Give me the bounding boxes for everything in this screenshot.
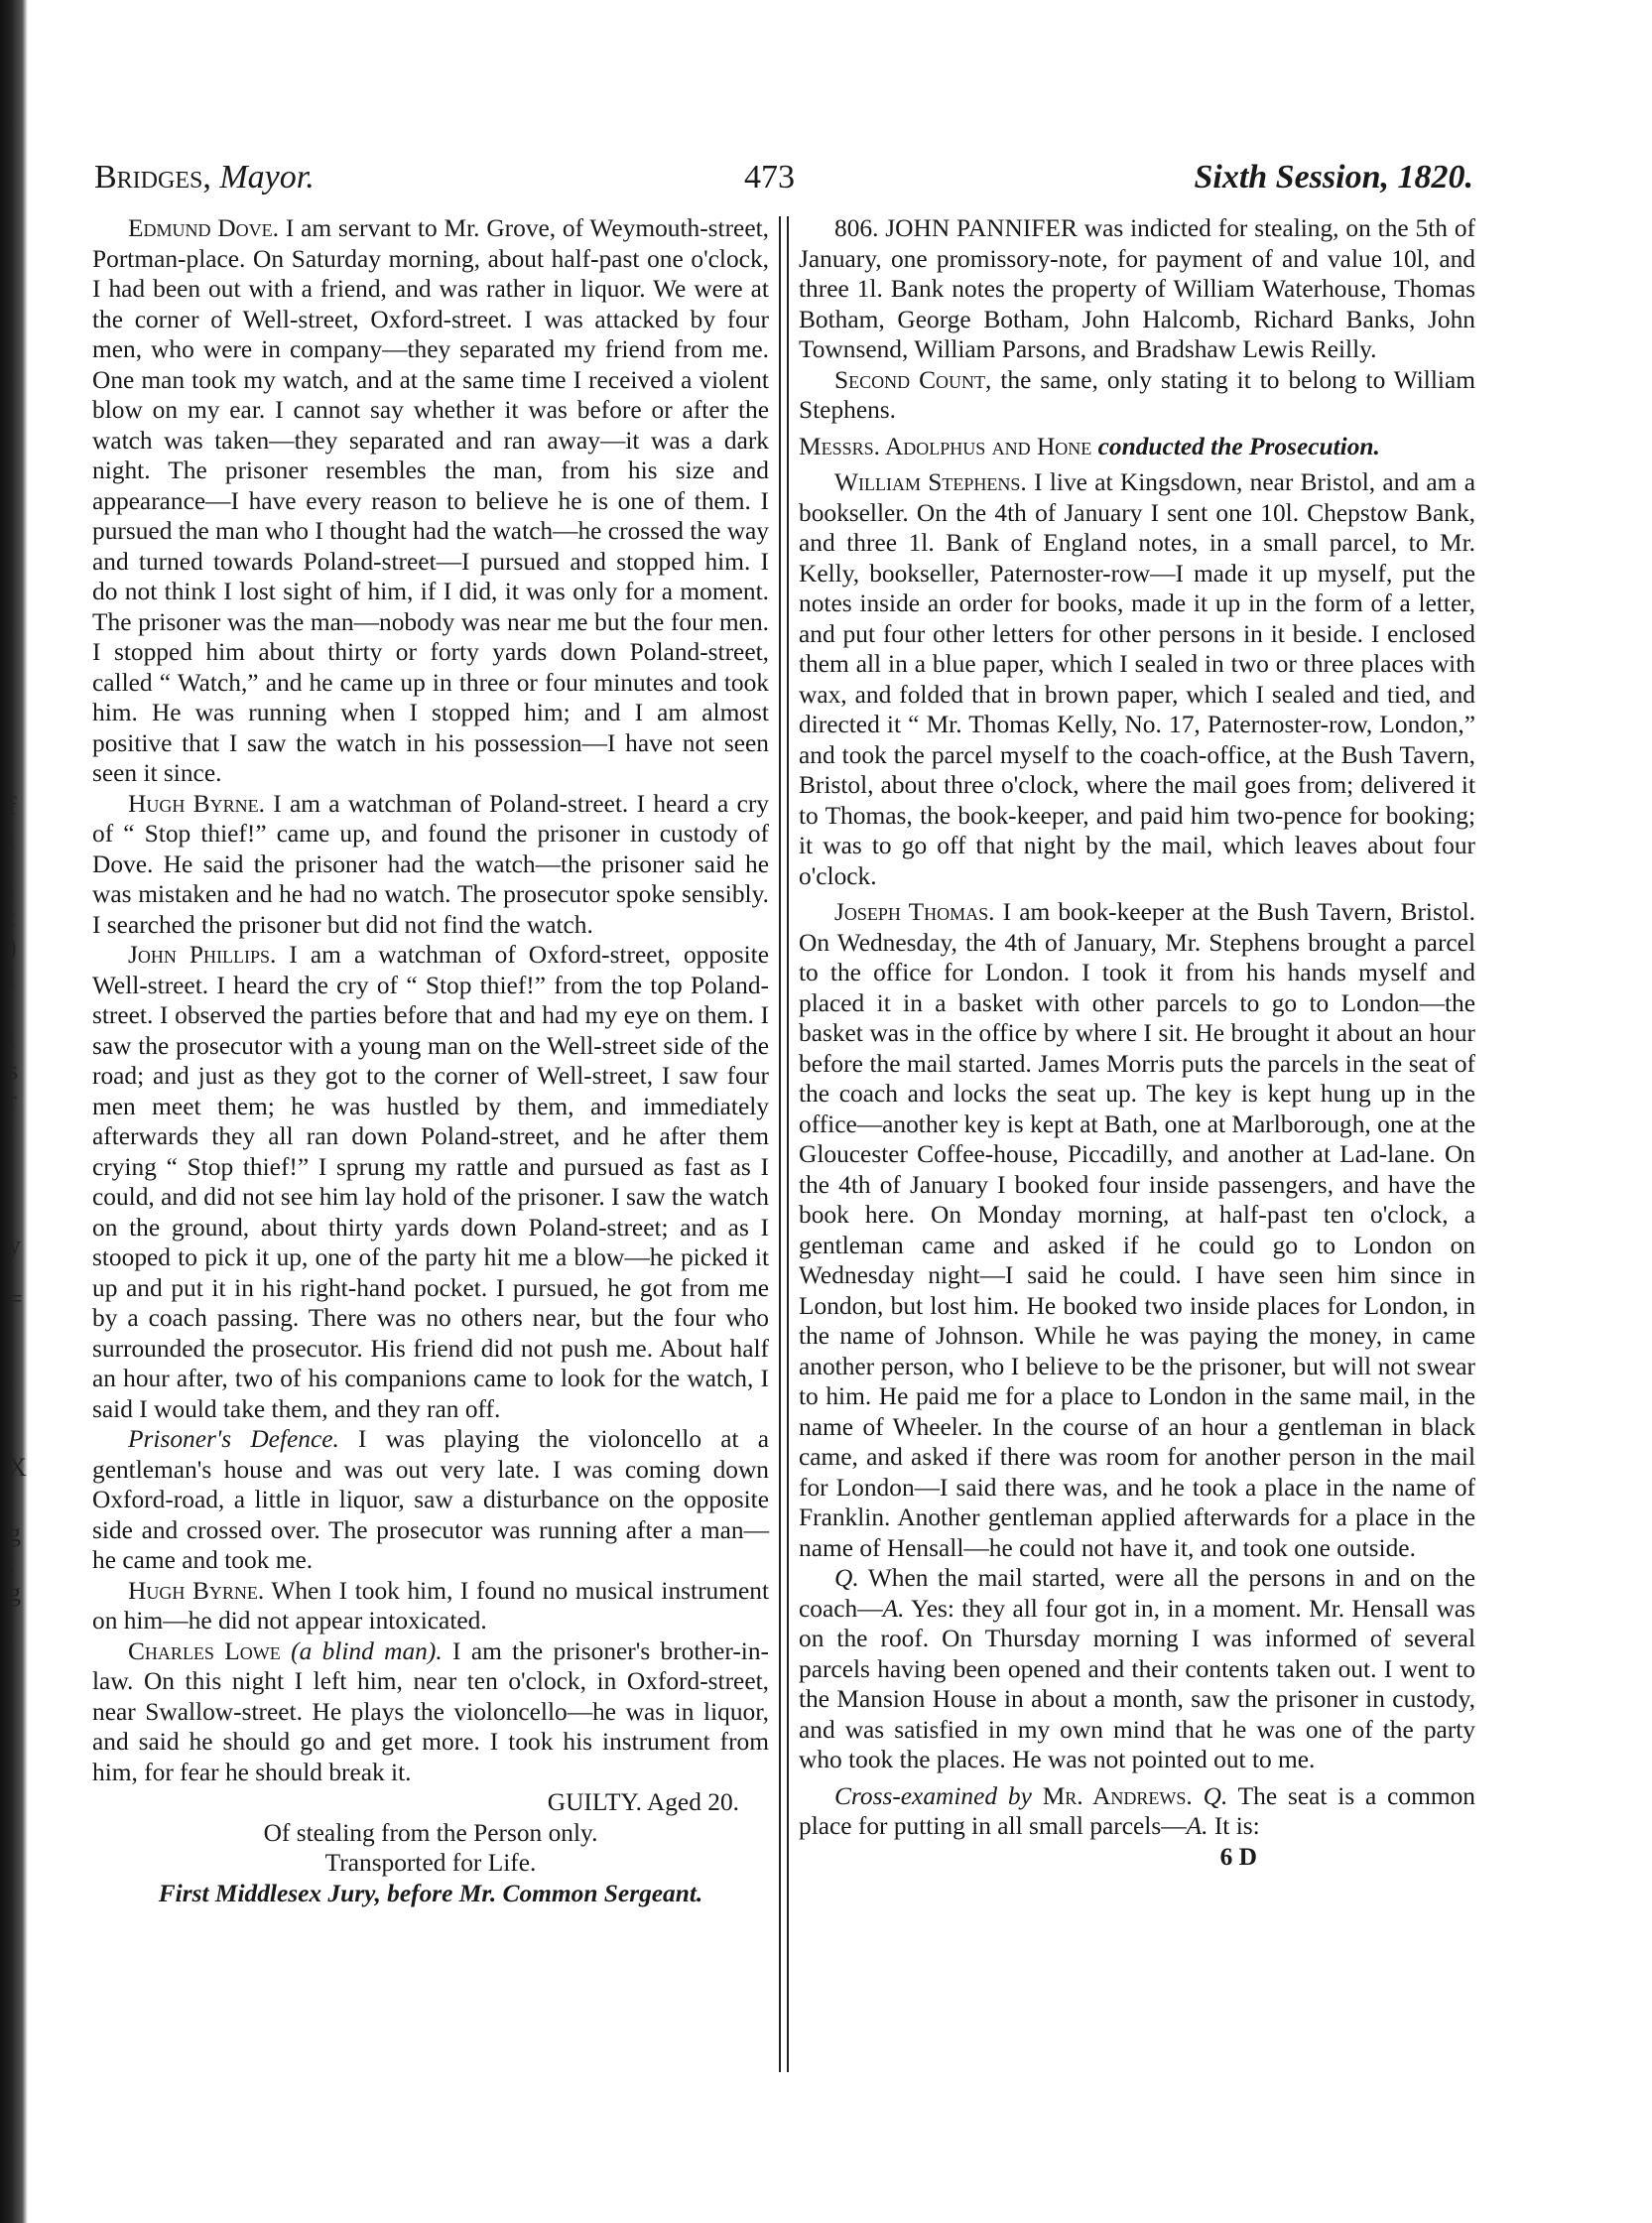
question-text: When the mail started, were all the persons in and on the coach— — [799, 1564, 1476, 1623]
margin-glyph: l — [8, 965, 16, 993]
defence-paragraph — [92, 1424, 769, 1576]
speaker-name: John Phillips. — [128, 941, 277, 969]
margin-glyph: g — [8, 1578, 21, 1607]
right-column — [799, 213, 1475, 1872]
answer-text: Yes: they all four got in, in a moment. Mr. Hensall was on the roof. On Thursday morning I was informed of several parcels having been opened and their contents taken out. I went to the Mansion House in about a month, saw the prisoner in custody, and was satisfied in my own mind that he was one of the party who took the places. He was not pointed out to me. — [799, 1594, 1476, 1773]
signature-mark: 6 D — [1219, 1842, 1257, 1871]
count-paragraph — [799, 365, 1475, 426]
margin-glyph: = — [8, 1284, 23, 1313]
question-marker: Q. — [1203, 1781, 1228, 1810]
margin-glyph: f — [8, 792, 17, 821]
sentence-line: Of stealing from the Person only. — [263, 1818, 598, 1847]
testimony-paragraph — [799, 897, 1475, 1563]
testimony-text: I am book-keeper at the Bush Tavern, Bristol. On Wednesday, the 4th of January, Mr. Stephens brought a parcel to the office for London. I took it from his hands myself and placed it in a basket with other parcels to go to London—the basket was in the office by where I sit. He brought it about an hour before the mail started. James Morris puts the parcels in the seat of the coach and locks the seat up. The key is kept hung up in the office—another key is kept at Bath, one at Marlborough, one at the Gloucester Coffee-house, Piccadilly, and another at Lad-lane. On the 4th of January I booked four inside passengers, and have the book here. On Monday morning, at half-past ten o'clock, a gentleman came and asked if he could go to London on Wednesday night—I said he could. I have seen him since in London, but lost him. He booked two inside places for London, in the name of Johnson. While he was paying the money, in came another person, who I believe to be the prisoner, but will not swear to him. He paid me for a place to London in the same mail, in the name of Wheeler. In the course of an hour a gentleman in black came, and asked if there was room for another person in the mail for London—I said there was, and he took a place in the name of Franklin. Another gentleman applied afterwards for a place in the name of Hensall—he could not have it, and took one outside. — [799, 898, 1476, 1562]
testimony-text: I am a watchman of Oxford-street, opposite Well-street. I heard the cry of “ Stop thief!” from the top Poland-street. I observed the parties before that and had my eye on them. I saw the prosecutor with a young man on the Well-street side of the road; and just as they got to the corner of Well-street, I saw four men meet them; he was hustled by them, and immediately afterwards they all ran down Poland-street, and he after them crying “ Stop thief!” I sprung my rattle and pursued as fast as I could, and did not see him lay hold of the prisoner. I saw the watch on the ground, about thirty yards down Poland-street; and as I stooped to pick it up, one of the party hit me a blow—he picked it up and put it in his right-hand pocket. I pursued, he got from me by a coach passing. There was no others near, but the four who surrounded the prosecutor. His friend did not push me. About half an hour after, two of his companions came to look for the watch, I said I would take them, and they ran off. — [92, 941, 769, 1423]
mayor-title: Mayor. — [219, 159, 315, 196]
jury-line: First Middlesex Jury, before Mr. Common Sergeant. — [158, 1879, 703, 1907]
margin-glyph: , — [8, 873, 15, 902]
speaker-name: Charles Lowe — [128, 1636, 281, 1665]
speaker-name: William Stephens. — [834, 468, 1027, 496]
margin-glyph: l — [8, 826, 16, 854]
testimony-paragraph — [92, 789, 769, 941]
mayor-name: Bridges, — [94, 159, 211, 196]
testimony-paragraph — [799, 467, 1475, 891]
case-intro: 806. JOHN PANNIFER was indicted for stealing, on the 5th of January, one promissory-note, for payment of and value 10l, and three 1l. Bank notes the property of William Waterhouse, Thomas Botham, George Botham, John Halcomb, Richard Banks, John Townsend, William Parsons, and Bradshaw Lewis Reilly. — [799, 214, 1475, 363]
speaker-note: (a blind man). — [291, 1636, 443, 1665]
speaker-name: Edmund Dove. — [128, 214, 279, 242]
testimony-paragraph — [92, 1636, 769, 1788]
margin-glyph: ) — [8, 933, 17, 962]
defence-label: Prisoner's Defence. — [128, 1425, 339, 1453]
answer-text: It is: — [1213, 1812, 1260, 1840]
prosecution-names: Messrs. Adolphus and Hone — [799, 432, 1092, 460]
cross-examiner: Mr. Andrews. — [1042, 1781, 1193, 1810]
testimony-text: I am servant to Mr. Grove, of Weymouth-street, Portman-place. On Saturday morning, about half-past one o'clock, I had been out with a friend, and was rather in liquor. We were at the corner of Well-street, Oxford-street. I was attacked by four men, who were in company—they separated my friend from me. One man took my watch, and at the same time I received a violent blow on my ear. I cannot say whether it was before or after the watch was taken—they separated and ran away—it was a dark night. The prisoner resembles the man, from his size and appearance—I have every reason to believe he is one of them. I pursued the man who I thought had the watch—he crossed the way and turned towards Poland-street—I pursued and stopped him. I do not think I lost sight of him, if I did, it was only for a moment. The prisoner was the man—nobody was near me but the four men. I stopped him about thirty or forty yards down Poland-street, called “ Watch,” and he came up in three or four minutes and took him. He was running when I stopped him; and I am almost positive that I saw the watch in his possession—I have not seen seen it since. — [92, 214, 769, 787]
margin-glyph: r — [8, 1086, 17, 1114]
question-text: The seat is a common place for putting in all small parcels— — [799, 1781, 1476, 1840]
speaker-name: Hugh Byrne. — [128, 1576, 265, 1605]
margin-glyph: g — [8, 1518, 21, 1547]
page-number: 473 — [744, 159, 795, 196]
testimony-paragraph — [92, 940, 769, 1424]
verdict: GUILTY. Aged 20. — [547, 1788, 739, 1816]
margin-glyph: y — [8, 1231, 21, 1259]
testimony-paragraph — [92, 1576, 769, 1636]
testimony-text: When I took him, I found no musical instrument on him—he did not appear intoxicated. — [92, 1576, 770, 1635]
speaker-name: Joseph Thomas. — [834, 898, 995, 926]
sentence-line: Transported for Life. — [324, 1849, 537, 1877]
running-head-left — [94, 159, 315, 196]
answer-marker: A. — [882, 1594, 905, 1623]
column-divider — [779, 216, 789, 2072]
answer-marker: A. — [1186, 1812, 1208, 1840]
margin-glyph: l — [8, 1024, 16, 1053]
prosecution-line — [799, 432, 1475, 462]
count-label: Second Count, — [834, 365, 992, 394]
session-label: Sixth Session, 1820. — [1194, 159, 1473, 196]
page-header — [94, 159, 1473, 204]
cross-examination — [799, 1781, 1475, 1842]
testimony-text: I am the prisoner's brother-in-law. On this night I left him, near ten o'clock, in Oxford-street, near Swallow-street. He plays the violoncello—he was in liquor, and said he should go and get more. I took his instrument from him, for fear he should break it. — [92, 1636, 770, 1786]
margin-glyph: s — [8, 1056, 19, 1085]
margin-glyph: ; — [8, 1548, 16, 1577]
cross-label: Cross-examined by — [834, 1781, 1032, 1810]
testimony-paragraph — [92, 213, 769, 789]
testimony-text: I am a watchman of Poland-street. I heard a cry of “ Stop thief!” came up, and found the prisoner in custody of Dove. He said the prisoner had the watch—the prisoner said he was mistaken and he had no watch. The prosecutor spoke sensibly. I searched the prisoner but did not find the watch. — [92, 789, 769, 939]
prosecution-text: conducted the Prosecution. — [1097, 432, 1380, 460]
margin-glyph: t — [8, 903, 16, 932]
question-marker: Q. — [834, 1564, 859, 1592]
testimony-text: I live at Kingsdown, near Bristol, and am a bookseller. On the 4th of January I sent one 10l. Chepstow Bank, and three 1l. Bank of England notes, in a small parcel, to Mr. Kelly, bookseller, Paternoster-row—I made it up myself, put the notes inside an order for books, made it up in the form of a letter, and put four other letters for other persons in it beside. I enclosed them all in a blue paper, which I sealed in two or three places with wax, and folded that in brown paper, which I sealed and tied, and directed it “ Mr. Thomas Kelly, No. 17, Paternoster-row, London,” and took the parcel myself to the coach-office, at the Bush Tavern, Bristol, about three o'clock, where the mail goes from; delivered it to Thomas, the book-keeper, and paid him two-pence for booking; it was to go off that night by the mail, which leaves about four o'clock. — [799, 468, 1475, 890]
speaker-name: Hugh Byrne. — [128, 789, 265, 818]
question-paragraph — [799, 1563, 1475, 1775]
count-text: the same, only stating it to belong to William Stephens. — [799, 365, 1475, 424]
testimony-text: I was playing the violoncello at a gentleman's house and was out very late. I was coming down Oxford-road, a little in liquor, saw a disturbance on the opposite side and crossed over. The prosecutor was running after a man—he came and took me. — [92, 1425, 769, 1574]
margin-glyph: X — [8, 1453, 27, 1482]
left-column — [92, 213, 769, 1908]
